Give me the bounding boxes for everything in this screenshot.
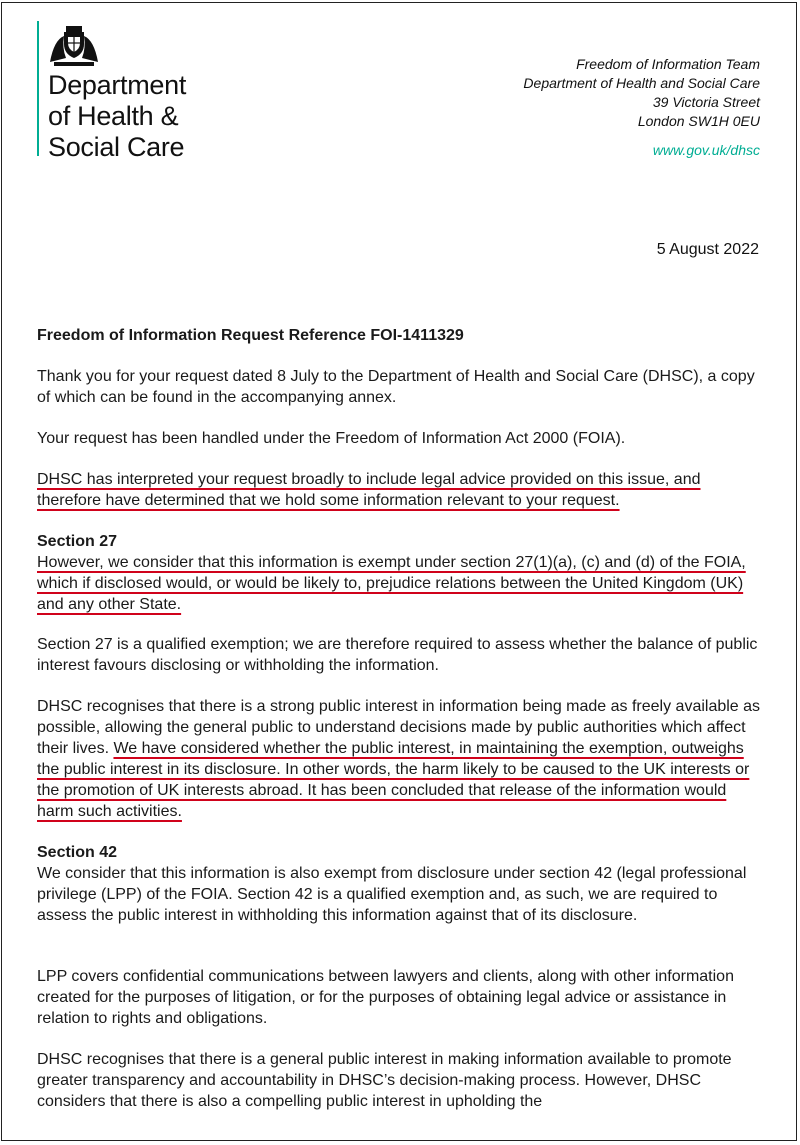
paragraph-qualified bbox=[37, 634, 761, 676]
paragraph-public-interest bbox=[37, 696, 761, 822]
paragraph-transparency bbox=[37, 1049, 761, 1112]
org-name-line: of Health & bbox=[48, 101, 179, 131]
letter-date: 5 August 2022 bbox=[656, 241, 759, 258]
website-link[interactable]: www.gov.uk/dhsc bbox=[652, 142, 760, 158]
paragraph-text: DHSC recognises that there is a strong public interest in information being made as freely available as possible, allowing the general public to understand decisions made by public authorities which affect their lives. bbox=[37, 698, 761, 757]
sender-address bbox=[523, 55, 760, 131]
paragraph-text: Thank you for your request dated 8 July to the Department of Health and Social Care (DHSC), a copy of which can be found in the accompanying annex. bbox=[37, 368, 755, 406]
section-42 bbox=[37, 842, 761, 926]
paragraph-text: Section 27 is a qualified exemption; we are therefore required to assess whether the balance of public interest favours disclosing or withholding the information. bbox=[37, 636, 758, 674]
paragraph-thanks bbox=[37, 366, 761, 408]
highlighted-text: DHSC has interpreted your request broadly to include legal advice provided on this issue, and therefore have determined that we hold some information relevant to your request. bbox=[37, 471, 701, 509]
highlighted-text: However, we consider that this information is exempt under section 27(1)(a), (c) and (d) of the FOIA, which if disclosed would, or would be likely to, prejudice relations between the United Kingdom (UK) and any other State. bbox=[37, 554, 746, 613]
section-heading: Section 27 bbox=[37, 533, 118, 550]
paragraph-interpretation bbox=[37, 469, 761, 511]
paragraph-text: We consider that this information is also exempt from disclosure under section 42 (legal professional privilege (LPP) of the FOIA. Section 42 is a qualified exemption and, as such, we are required to assess the public interest in withholding this information against that of its disclosure. bbox=[37, 865, 747, 924]
section-heading: Section 42 bbox=[37, 844, 118, 861]
section-27 bbox=[37, 531, 761, 615]
paragraph-handled bbox=[37, 428, 761, 449]
paragraph-lpp bbox=[37, 966, 761, 1029]
org-name-line: Social Care bbox=[48, 132, 185, 162]
address-line: London SW1H 0EU bbox=[637, 113, 760, 129]
royal-crest-icon bbox=[48, 24, 100, 68]
address-line: Freedom of Information Team bbox=[576, 56, 760, 72]
paragraph-text: Your request has been handled under the Freedom of Information Act 2000 (FOIA). bbox=[37, 430, 626, 447]
address-line: 39 Victoria Street bbox=[652, 94, 760, 110]
highlighted-text: We have considered whether the public interest, in maintaining the exemption, outweighs the public interest in its disclosure. In other words, the harm likely to be caused to the UK interests or the promotion of UK interests abroad. It has been concluded that release of the information would harm such activities. bbox=[37, 740, 750, 820]
org-name-line: Department bbox=[48, 70, 187, 100]
request-reference: Freedom of Information Request Reference FOI-1411329 bbox=[37, 327, 464, 344]
paragraph-text: LPP covers confidential communications between lawyers and clients, along with other information created for the purposes of litigation, or for the purposes of obtaining legal advice or assistance in relation to rights and obligations. bbox=[37, 968, 734, 1027]
organisation-name bbox=[48, 70, 186, 163]
accent-bar bbox=[37, 21, 39, 156]
address-line: Department of Health and Social Care bbox=[523, 75, 760, 91]
paragraph-text: DHSC recognises that there is a general public interest in making information available to promote greater transparency and accountability in DHSC’s decision-making process. However, DHSC considers that there is also a compelling public interest in upholding the bbox=[37, 1051, 732, 1110]
